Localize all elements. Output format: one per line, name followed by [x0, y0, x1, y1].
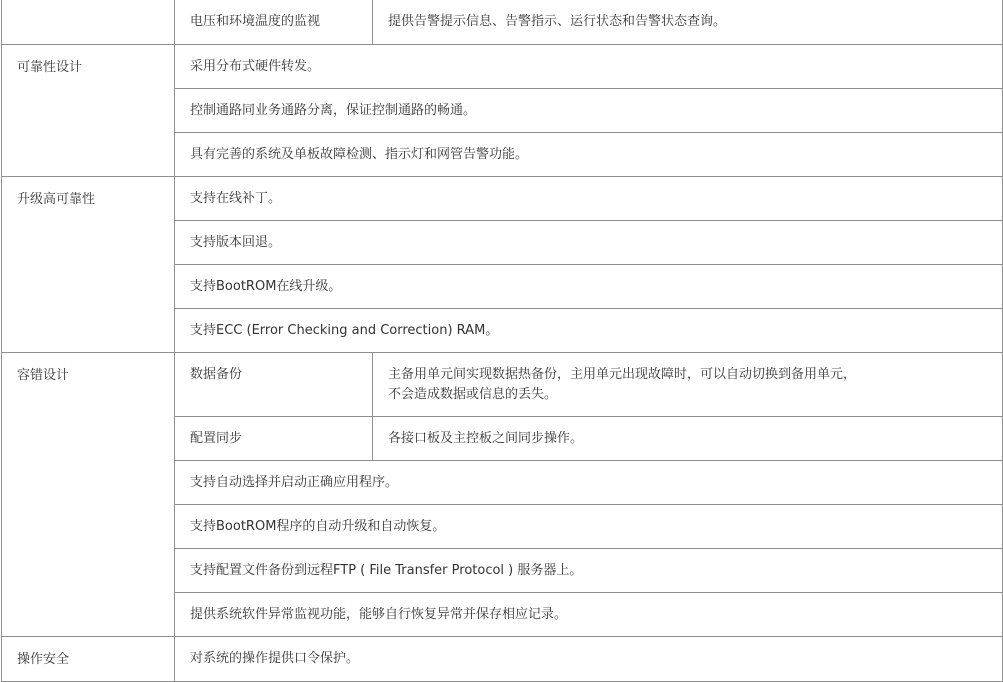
- sub-feature-cell: 电压和环境温度的监视: [175, 0, 373, 45]
- table-row: [2, 0, 1003, 45]
- description-cell: 控制通路同业务通路分离，保证控制通路的畅通。: [175, 89, 1003, 133]
- description-cell: 支持BootROM在线升级。: [175, 265, 1003, 309]
- description-cell: 支持ECC (Error Checking and Correction) RAM。: [175, 309, 1003, 353]
- description-line: 不会造成数据或信息的丢失。: [388, 387, 558, 402]
- table-row: [2, 353, 1003, 417]
- category-cell: 可靠性设计: [2, 45, 175, 177]
- category-cell: [2, 0, 175, 45]
- feature-table: [1, 0, 1003, 682]
- table-row: [2, 177, 1003, 221]
- description-cell: 采用分布式硬件转发。: [175, 45, 1003, 89]
- description-cell: 提供系统软件异常监视功能，能够自行恢复异常并保存相应记录。: [175, 593, 1003, 637]
- category-cell: 容错设计: [2, 353, 175, 637]
- description-cell: 支持版本回退。: [175, 221, 1003, 265]
- category-cell: 操作安全: [2, 637, 175, 682]
- description-cell: 支持配置文件备份到远程FTP ( File Transfer Protocol ) 服务器上。: [175, 549, 1003, 593]
- description-cell: 具有完善的系统及单板故障检测、指示灯和网管告警功能。: [175, 133, 1003, 177]
- table-row: [2, 45, 1003, 89]
- description-cell: 支持BootROM程序的自动升级和自动恢复。: [175, 505, 1003, 549]
- description-cell: 各接口板及主控板之间同步操作。: [373, 417, 1003, 461]
- description-line: 主备用单元间实现数据热备份，主用单元出现故障时，可以自动切换到备用单元，: [388, 367, 857, 382]
- sub-feature-cell: 配置同步: [175, 417, 373, 461]
- description-cell: 提供告警提示信息、告警指示、运行状态和告警状态查询。: [373, 0, 1003, 45]
- description-cell: 对系统的操作提供口令保护。: [175, 637, 1003, 682]
- sub-feature-cell: 数据备份: [175, 353, 373, 417]
- table-row: [2, 637, 1003, 682]
- description-cell: [373, 353, 1003, 417]
- category-cell: 升级高可靠性: [2, 177, 175, 353]
- description-cell: 支持在线补丁。: [175, 177, 1003, 221]
- description-cell: 支持自动选择并启动正确应用程序。: [175, 461, 1003, 505]
